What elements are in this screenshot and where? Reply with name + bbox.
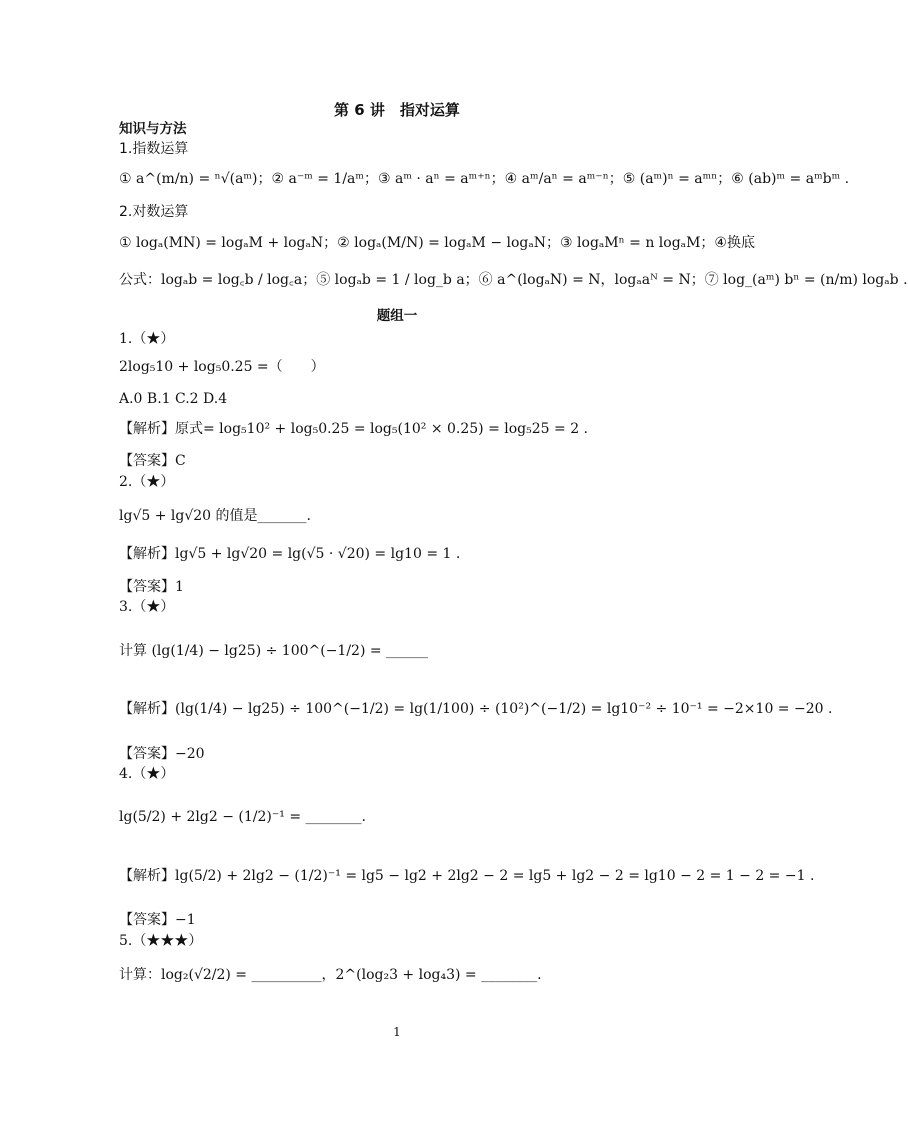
log-formulas-line-2: 公式：logₐb = log꜀b / log꜀a；⑤ logₐb = 1 / log_b a；⑥ a^(logₐN) = N，logₐaᴺ = N；⑦ log_(aᵐ) bⁿ = (n/m) logₐb . [119,272,908,288]
subheading-logarithm: 2.对数运算 [119,204,189,220]
subheading-exponent: 1.指数运算 [119,141,189,157]
exponent-formulas: ① a^(m/n) = ⁿ√(aᵐ)；② a⁻ᵐ = 1/aᵐ；③ aᵐ · aⁿ = aᵐ⁺ⁿ；④ aᵐ/aⁿ = aᵐ⁻ⁿ；⑤ (aᵐ)ⁿ = aᵐⁿ；⑥ (ab)ᵐ = aᵐbᵐ . [119,171,850,187]
problem-2-label: 2.（★） [119,474,175,490]
problem-3-solution: 【解析】(lg(1/4) − lg25) ÷ 100^(−1/2) = lg(1/100) ÷ (10²)^(−1/2) = lg10⁻² ÷ 10⁻¹ = −2×10 = −20 . [119,701,833,717]
problem-4-question: lg(5/2) + 2lg2 − (1/2)⁻¹ = ________. [119,809,366,825]
problem-5-label: 5.（★★★） [119,933,203,949]
problem-3-answer: 【答案】−20 [119,746,205,762]
problem-3-question: 计算 (lg(1/4) − lg25) ÷ 100^(−1/2) = ______ [119,643,429,659]
problem-2-question: lg√5 + lg√20 的值是_______. [119,508,311,524]
problem-1-options: A.0 B.1 C.2 D.4 [119,391,228,407]
problem-2-solution: 【解析】lg√5 + lg√20 = lg(√5 · √20) = lg10 = 1 . [119,546,461,562]
problem-4-answer: 【答案】−1 [119,912,196,928]
section-heading-knowledge: 知识与方法 [119,121,187,137]
log-formulas-line-1: ① logₐ(MN) = logₐM + logₐN；② logₐ(M/N) = logₐM − logₐN；③ logₐMⁿ = n logₐM；④换底 [119,235,755,251]
problem-2-answer: 【答案】1 [119,579,184,595]
problem-1-question: 2log₅10 + log₅0.25 =（ ） [119,359,325,375]
page-title: 第 6 讲 指对运算 [334,101,460,119]
problem-4-solution: 【解析】lg(5/2) + 2lg2 − (1/2)⁻¹ = lg5 − lg2 + 2lg2 − 2 = lg5 + lg2 − 2 = lg10 − 2 = 1 − 2 = −1 . [119,868,815,884]
problem-1-solution: 【解析】原式= log₅10² + log₅0.25 = log₅(10² × 0.25) = log₅25 = 2 . [119,421,588,437]
problem-4-label: 4.（★） [119,766,175,782]
group-title: 题组一 [376,308,418,324]
problem-5-question: 计算：log₂(√2/2) = __________，2^(log₂3 + log₄3) = ________. [119,967,542,983]
problem-1-answer: 【答案】C [119,453,186,469]
problem-3-label: 3.（★） [119,599,175,615]
problem-1-label: 1.（★） [119,331,175,347]
page-number: 1 [393,1025,401,1039]
